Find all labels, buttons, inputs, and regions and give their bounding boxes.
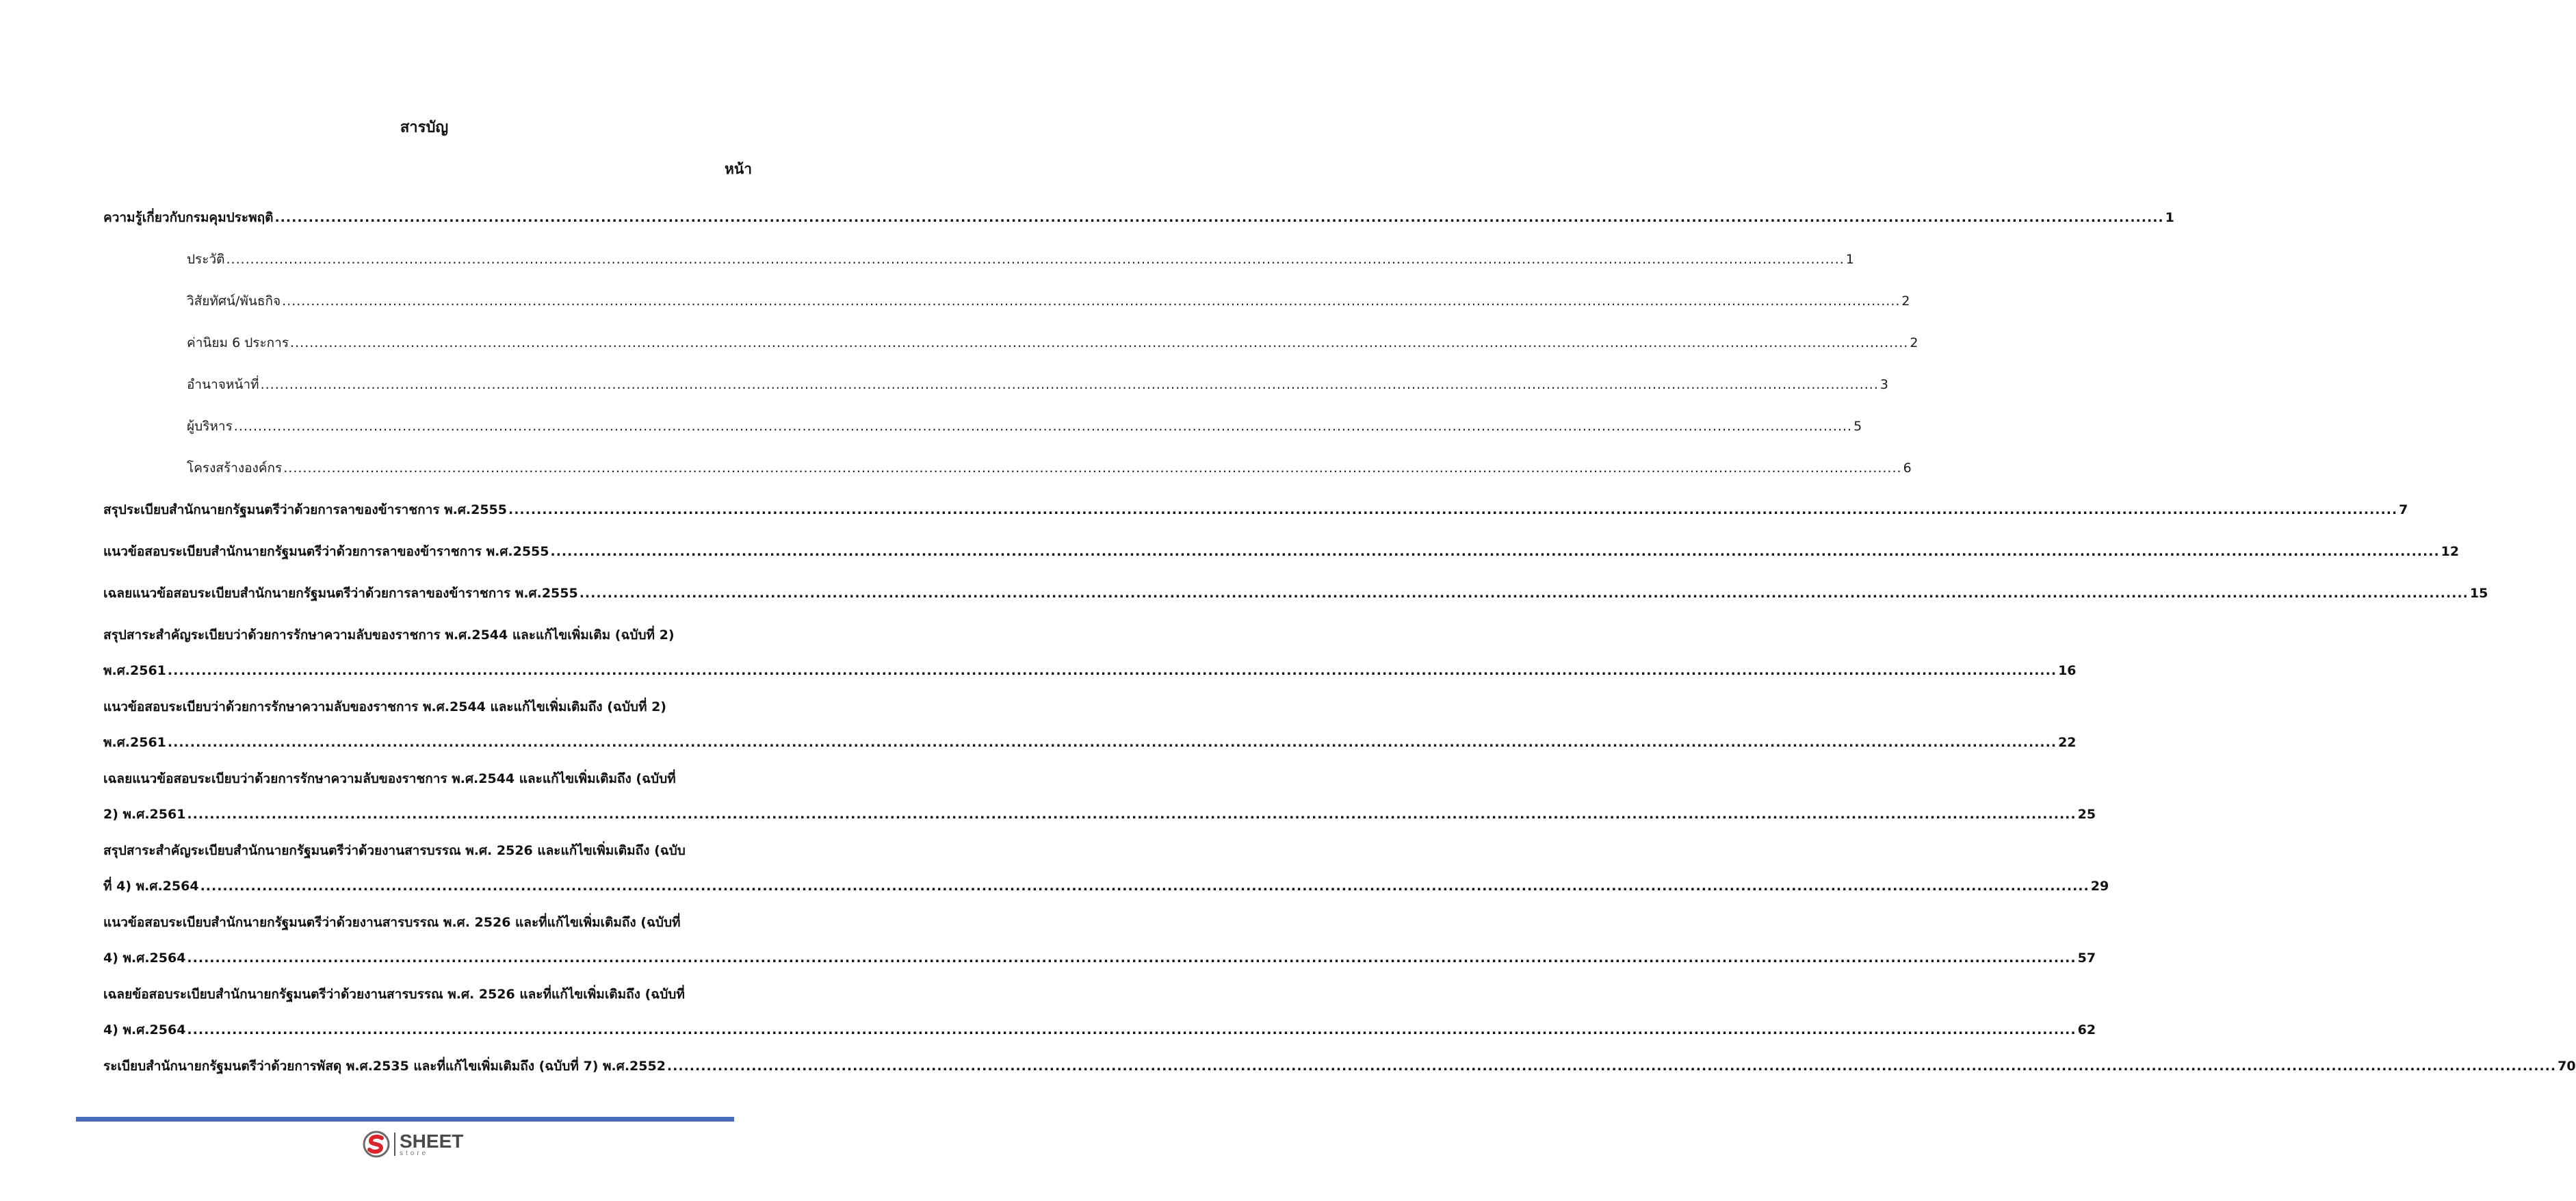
toc-subentry[interactable] [187, 242, 1854, 277]
toc-entry[interactable] [103, 905, 2096, 976]
toc-entry-title-line1: แนวข้อสอบระเบียบว่าด้วยการรักษาความลับของราชการ พ.ศ.2544 และแก้ไขเพิ่มเติมถึง (ฉบับที่ 2) [103, 699, 666, 714]
dot-leader [168, 653, 2057, 688]
dot-leader [274, 200, 2163, 235]
toc-entry-title-line1: สรุปสาระสำคัญระเบียบว่าด้วยการรักษาความลับของราชการ พ.ศ.2544 และแก้ไขเพิ่มเติม (ฉบับที่ 2) [103, 628, 675, 643]
page-title: สารบัญ [400, 119, 449, 136]
toc-entry-page: 2 [1910, 335, 1918, 350]
table-of-contents [103, 200, 2576, 1090]
toc-entry-title: แนวข้อสอบระเบียบสำนักนายกรัฐมนตรีว่าด้วยการลาของข้าราชการ พ.ศ.2555 [103, 544, 549, 559]
dot-leader [283, 450, 1901, 486]
toc-entry-page: 22 [2058, 735, 2077, 750]
toc-subentry[interactable] [187, 450, 1912, 486]
toc-entry-title: อำนาจหน้าที่ [187, 377, 259, 392]
toc-entry[interactable] [103, 576, 2488, 611]
toc-entry[interactable] [103, 200, 2174, 235]
toc-entry-page: 6 [1903, 461, 1912, 476]
toc-entry[interactable] [103, 833, 2109, 904]
logo-separator [394, 1133, 395, 1156]
toc-entry-page: 5 [1853, 419, 1862, 434]
dot-leader [290, 325, 1908, 361]
toc-entry-title-line2: 4) พ.ศ.2564 [103, 1022, 186, 1037]
toc-entry[interactable] [103, 761, 2096, 832]
toc-subentry[interactable] [187, 367, 1888, 402]
toc-entry-title-line2: 4) พ.ศ.2564 [103, 951, 186, 966]
dot-leader [551, 534, 2440, 569]
page-column-header: หน้า [725, 161, 752, 177]
toc-subentry[interactable] [187, 283, 1910, 319]
toc-entry-title: ระเบียบสำนักนายกรัฐมนตรีว่าด้วยการพัสดุ พ.ศ.2535 และที่แก้ไขเพิ่มเติมถึง (ฉบับที่ 7) พ.ศ.2552 [103, 1059, 666, 1074]
toc-entry[interactable] [103, 689, 2077, 760]
footer-logo [363, 1129, 463, 1159]
dot-leader [187, 1012, 2076, 1048]
dot-leader [187, 797, 2076, 832]
toc-entry-title-line2: พ.ศ.2561 [103, 663, 166, 678]
toc-entry-page: 57 [2077, 951, 2096, 966]
toc-entry-title: วิสัยทัศน์/พันธกิจ [187, 294, 281, 309]
toc-entry-page: 70 [2558, 1059, 2576, 1074]
toc-entry-page: 16 [2058, 663, 2077, 678]
toc-entry-page: 25 [2077, 807, 2096, 822]
toc-entry-title: สรุประเบียบสำนักนายกรัฐมนตรีว่าด้วยการลาของข้าราชการ พ.ศ.2555 [103, 502, 507, 517]
dot-leader [168, 725, 2057, 760]
toc-entry-page: 2 [1901, 294, 1910, 309]
dot-leader [226, 242, 1844, 277]
dot-leader [580, 576, 2469, 611]
toc-entry[interactable] [103, 977, 2096, 1048]
toc-entry-title: ผู้บริหาร [187, 419, 233, 434]
sheet-store-s-logo-icon [363, 1131, 390, 1158]
toc-entry-title-line2: พ.ศ.2561 [103, 735, 166, 750]
dot-leader [667, 1048, 2556, 1084]
toc-entry-title-line2: ที่ 4) พ.ศ.2564 [103, 879, 199, 894]
toc-entry-page: 3 [1879, 377, 1888, 392]
toc-entry-page: 29 [2090, 879, 2109, 894]
toc-entry-page: 7 [2399, 502, 2408, 517]
dot-leader [187, 940, 2076, 976]
toc-subentry[interactable] [187, 325, 1918, 361]
dot-leader [261, 367, 1879, 402]
toc-entry-page: 15 [2469, 586, 2488, 601]
toc-entry[interactable] [103, 534, 2460, 569]
dot-leader [282, 283, 1900, 319]
dot-leader [234, 409, 1852, 444]
toc-subentry[interactable] [187, 409, 1862, 444]
toc-entry[interactable] [103, 492, 2408, 528]
dot-leader [200, 868, 2090, 904]
toc-entry-page: 12 [2441, 544, 2460, 559]
toc-entry-page: 1 [2165, 210, 2174, 225]
toc-entry-title: ความรู้เกี่ยวกับกรมคุมประพฤติ [103, 210, 274, 225]
toc-entry-title: โครงสร้างองค์กร [187, 461, 283, 476]
toc-entry-title-line2: 2) พ.ศ.2561 [103, 807, 186, 822]
toc-entry-title-line1: แนวข้อสอบระเบียบสำนักนายกรัฐมนตรีว่าด้วยงานสารบรรณ พ.ศ. 2526 และที่แก้ไขเพิ่มเติมถึง (ฉบับที่ [103, 915, 681, 930]
toc-entry-page: 62 [2077, 1022, 2096, 1037]
toc-entry-title-line1: สรุปสาระสำคัญระเบียบสำนักนายกรัฐมนตรีว่าด้วยงานสารบรรณ พ.ศ. 2526 และแก้ไขเพิ่มเติมถึง (ฉบับ [103, 843, 686, 858]
logo-word: SHEET [400, 1130, 464, 1152]
toc-entry-title-line1: เฉลยแนวข้อสอบระเบียบว่าด้วยการรักษาความลับของราชการ พ.ศ.2544 และแก้ไขเพิ่มเติมถึง (ฉบับที่ [103, 771, 676, 786]
dot-leader [508, 492, 2397, 528]
toc-entry[interactable] [103, 617, 2077, 688]
toc-entry[interactable] [103, 1048, 2576, 1084]
toc-entry-title: ประวัติ [187, 252, 225, 267]
toc-entry-title: เฉลยแนวข้อสอบระเบียบสำนักนายกรัฐมนตรีว่าด้วยการลาของข้าราชการ พ.ศ.2555 [103, 586, 578, 601]
toc-entry-page: 1 [1845, 252, 1854, 267]
toc-entry-title-line1: เฉลยข้อสอบระเบียบสำนักนายกรัฐมนตรีว่าด้วยงานสารบรรณ พ.ศ. 2526 และที่แก้ไขเพิ่มเติมถึง (ฉบับที่ [103, 987, 685, 1002]
footer-divider [76, 1117, 734, 1122]
toc-entry-title: ค่านิยม 6 ประการ [187, 335, 289, 350]
logo-wordmark [400, 1132, 463, 1157]
logo-subword: store [400, 1149, 429, 1157]
